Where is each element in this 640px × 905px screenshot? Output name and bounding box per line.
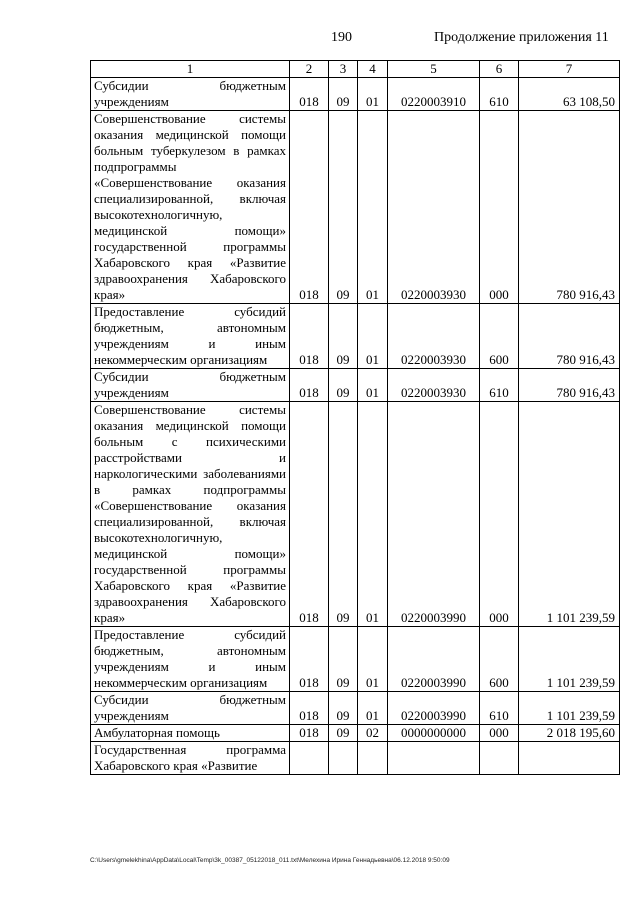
cell-subsection-code: 01: [358, 78, 388, 111]
cell-expense-type: 610: [480, 78, 519, 111]
cell-subsection-code: 01: [358, 369, 388, 402]
cell-section-code: 09: [329, 402, 358, 627]
cell-ministry-code: 018: [290, 627, 329, 692]
table-row: [91, 742, 620, 775]
cell-ministry-code: 018: [290, 402, 329, 627]
row-name: Совершенствование системы оказания медицинской помощи больным туберкулезом в рамках подпрограммы «Совершенствование оказания специализированной, включая высокотехнологичную, медицинской помощи» государственной программы Хабаровского края «Развитие здравоохранения Хабаровского края»: [91, 111, 290, 304]
row-name: Субсидии бюджетным учреждениям: [91, 78, 290, 111]
footer-file-path: C:\Users\gmelekhina\AppData\Local\Temp\3k_00387_05122018_011.txt\Мелехина Ирина Геннадьевна\06.12.2018 9:50:09: [90, 857, 450, 864]
column-header: 4: [358, 61, 388, 78]
cell-ministry-code: 018: [290, 111, 329, 304]
cell-subsection-code: 02: [358, 725, 388, 742]
cell-expense-type: 600: [480, 627, 519, 692]
budget-table: [90, 60, 620, 775]
cell-target-code: 0000000000: [388, 725, 480, 742]
table-row: [91, 111, 620, 304]
cell-subsection-code: 01: [358, 627, 388, 692]
table-row: [91, 78, 620, 111]
cell-amount: 63 108,50: [519, 78, 620, 111]
page-number: 190: [331, 30, 352, 45]
cell-target-code: 0220003990: [388, 402, 480, 627]
cell-subsection-code: [358, 742, 388, 775]
table-row: [91, 369, 620, 402]
table-row: [91, 692, 620, 725]
table-header-row: [91, 61, 620, 78]
cell-section-code: 09: [329, 369, 358, 402]
cell-amount: 1 101 239,59: [519, 627, 620, 692]
column-header: 5: [388, 61, 480, 78]
cell-expense-type: 610: [480, 692, 519, 725]
cell-target-code: 0220003930: [388, 111, 480, 304]
cell-expense-type: 600: [480, 304, 519, 369]
cell-subsection-code: 01: [358, 304, 388, 369]
cell-amount: [519, 742, 620, 775]
cell-section-code: 09: [329, 304, 358, 369]
cell-target-code: 0220003990: [388, 692, 480, 725]
cell-target-code: [388, 742, 480, 775]
column-header: 6: [480, 61, 519, 78]
cell-subsection-code: 01: [358, 692, 388, 725]
row-name: Совершенствование системы оказания медицинской помощи больным с психическими расстройствами и наркологическими заболеваниями в рамках подпрограммы «Совершенствование оказания специализированной, включая высокотехнологичную, медицинской помощи» государственной программы Хабаровского края «Развитие здравоохранения Хабаровского края»: [91, 402, 290, 627]
appendix-continuation-note: Продолжение приложения 11: [434, 30, 609, 45]
cell-section-code: 09: [329, 627, 358, 692]
row-name: Субсидии бюджетным учреждениям: [91, 692, 290, 725]
row-name: Субсидии бюджетным учреждениям: [91, 369, 290, 402]
cell-section-code: 09: [329, 78, 358, 111]
cell-amount: 2 018 195,60: [519, 725, 620, 742]
cell-section-code: [329, 742, 358, 775]
row-name: Предоставление субсидий бюджетным, автономным учреждениям и иным некоммерческим организациям: [91, 627, 290, 692]
cell-ministry-code: 018: [290, 304, 329, 369]
row-name: Предоставление субсидий бюджетным, автономным учреждениям и иным некоммерческим организациям: [91, 304, 290, 369]
column-header: 1: [91, 61, 290, 78]
cell-section-code: 09: [329, 111, 358, 304]
cell-amount: 1 101 239,59: [519, 402, 620, 627]
cell-ministry-code: [290, 742, 329, 775]
cell-expense-type: 000: [480, 725, 519, 742]
column-header: 2: [290, 61, 329, 78]
cell-target-code: 0220003990: [388, 627, 480, 692]
cell-target-code: 0220003910: [388, 78, 480, 111]
table-row: [91, 627, 620, 692]
cell-expense-type: 610: [480, 369, 519, 402]
cell-amount: 780 916,43: [519, 304, 620, 369]
cell-expense-type: [480, 742, 519, 775]
cell-subsection-code: 01: [358, 111, 388, 304]
cell-expense-type: 000: [480, 111, 519, 304]
cell-section-code: 09: [329, 725, 358, 742]
cell-amount: 1 101 239,59: [519, 692, 620, 725]
cell-ministry-code: 018: [290, 78, 329, 111]
table-row: [91, 304, 620, 369]
row-name: Государственная программа Хабаровского края «Развитие: [91, 742, 290, 775]
table-row: [91, 725, 620, 742]
cell-section-code: 09: [329, 692, 358, 725]
cell-expense-type: 000: [480, 402, 519, 627]
cell-ministry-code: 018: [290, 725, 329, 742]
cell-ministry-code: 018: [290, 369, 329, 402]
cell-amount: 780 916,43: [519, 111, 620, 304]
column-header: 3: [329, 61, 358, 78]
cell-target-code: 0220003930: [388, 369, 480, 402]
cell-subsection-code: 01: [358, 402, 388, 627]
cell-ministry-code: 018: [290, 692, 329, 725]
cell-target-code: 0220003930: [388, 304, 480, 369]
column-header: 7: [519, 61, 620, 78]
row-name: Амбулаторная помощь: [91, 725, 290, 742]
cell-amount: 780 916,43: [519, 369, 620, 402]
table-row: [91, 402, 620, 627]
